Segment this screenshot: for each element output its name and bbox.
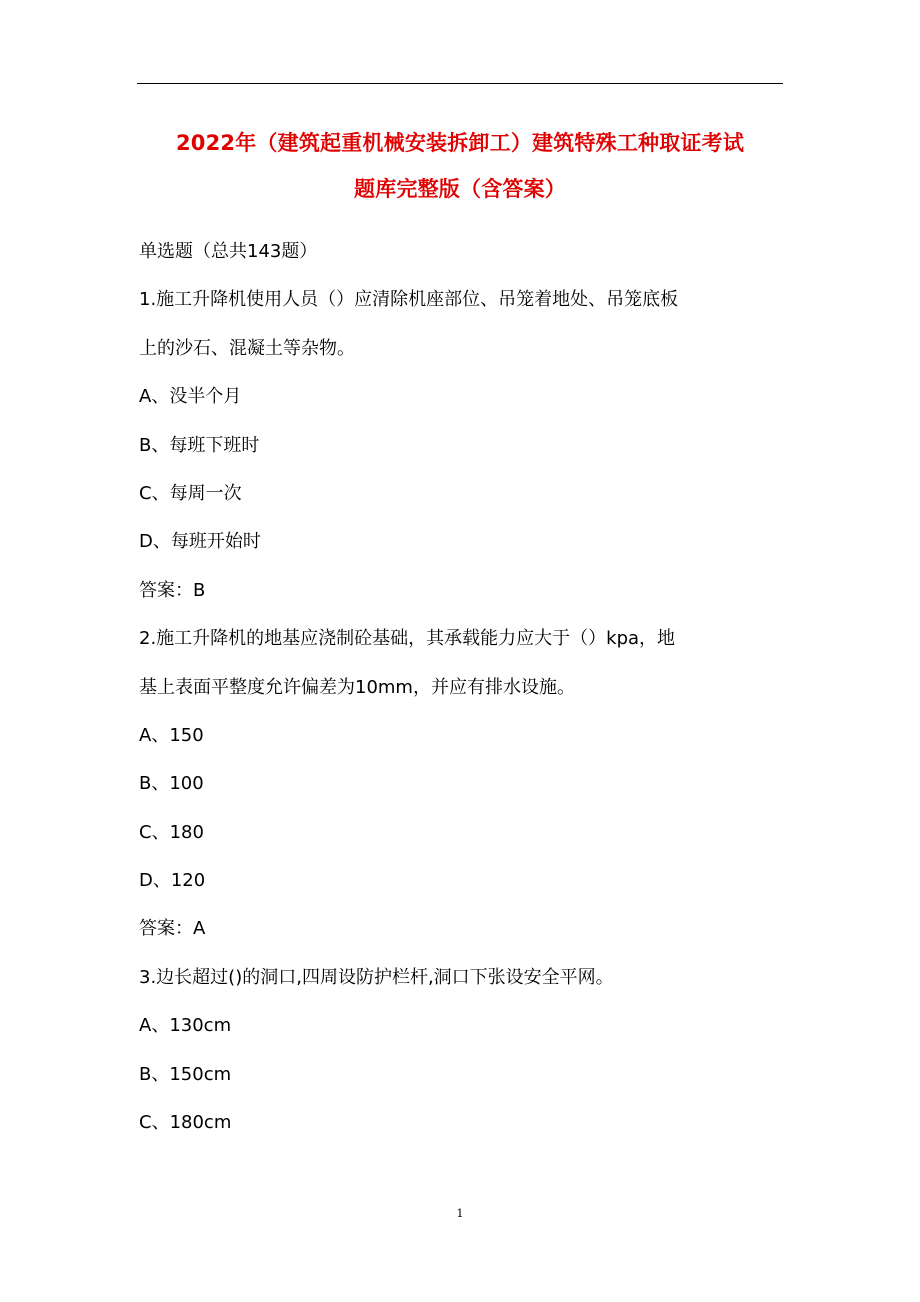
section-heading: 单选题（总共143题） [139,241,318,262]
question-1-text: 1.施工升降机使用人员（）应清除机座部位、吊笼着地处、吊笼底板 [139,289,679,311]
question-2-option-b: B、100 [139,773,204,795]
document-title [137,120,783,212]
question-3-option-b: B、150cm [139,1063,232,1085]
question-1-option-a: A、没半个月 [139,386,242,408]
title-line-1: 2022年（建筑起重机械安装拆卸工）建筑特殊工种取证考试 [175,131,745,155]
question-3-text: 3.边长超过()的洞口,四周设防护栏杆,洞口下张设安全平网。 [139,966,614,988]
page-number: 1 [456,1207,464,1220]
question-content [139,228,789,1147]
question-3-option-a: A、130cm [139,1015,232,1037]
header-rule [137,83,783,84]
question-1-option-d: D、每班开始时 [139,531,261,553]
title-line-2: 题库完整版（含答案） [354,177,566,201]
question-1-option-c: C、每周一次 [139,482,242,504]
question-2-text: 2.施工升降机的地基应浇制砼基础，其承载能力应大于（）kpa，地 [139,628,676,650]
question-1-text-continued: 上的沙石、混凝土等杂物。 [139,337,355,359]
question-1-answer: 答案：B [139,579,206,601]
question-2-option-d: D、120 [139,870,206,892]
question-3-option-c: C、180cm [139,1112,232,1134]
question-2-answer: 答案：A [139,918,206,940]
question-1-option-b: B、每班下班时 [139,434,260,456]
question-2-text-continued: 基上表面平整度允许偏差为10mm，并应有排水设施。 [139,676,575,698]
question-2-option-c: C、180 [139,821,204,843]
question-2-option-a: A、150 [139,724,204,746]
